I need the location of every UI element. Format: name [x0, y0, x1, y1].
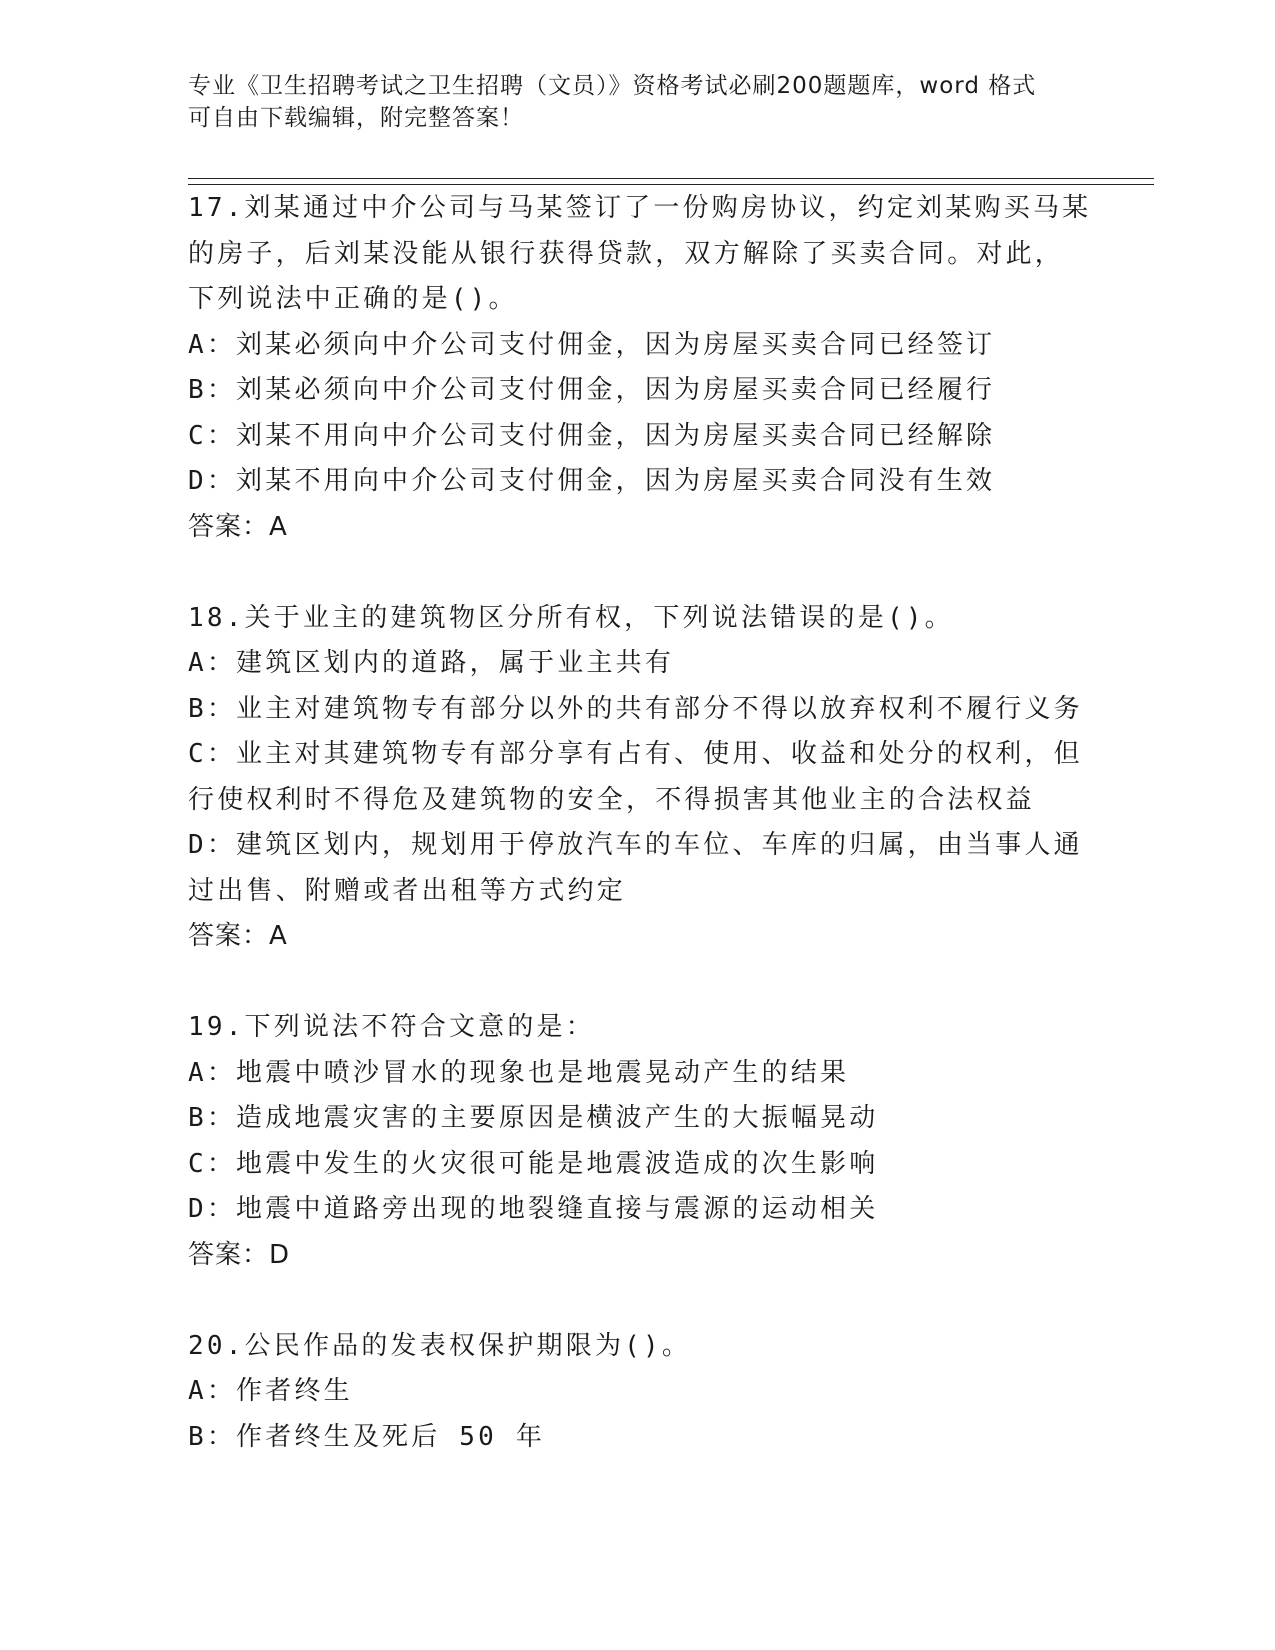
question-list [188, 186, 1092, 1460]
header-line-1: 专业《卫生招聘考试之卫生招聘（文员）》资格考试必刷200题题库，word 格式 [188, 73, 1037, 99]
option-c: C：业主对其建筑物专有部分享有占有、使用、收益和处分的权利，但 [188, 739, 1083, 769]
question-stem-line: 下列说法中正确的是()。 [188, 284, 518, 314]
answer-label: 答案：D [188, 1239, 291, 1270]
option-a: A：作者终生 [188, 1376, 353, 1406]
question-18 [188, 596, 1088, 960]
option-b: B：刘某必须向中介公司支付佣金，因为房屋买卖合同已经履行 [188, 375, 996, 405]
answer-label: 答案：A [188, 921, 288, 951]
option-a: A：建筑区划内的道路，属于业主共有 [188, 648, 675, 678]
question-20 [188, 1324, 1088, 1461]
option-a: A：地震中喷沙冒水的现象也是地震晃动产生的结果 [188, 1057, 850, 1088]
option-d: D：地震中道路旁出现的地裂缝直接与震源的运动相关 [188, 1194, 879, 1224]
option-b: B：造成地震灾害的主要原因是横波产生的大振幅晃动 [188, 1103, 879, 1133]
question-stem-line: 18.关于业主的建筑物区分所有权，下列说法错误的是()。 [188, 602, 954, 633]
question-spacer [188, 1278, 1088, 1324]
header-divider-top [188, 178, 1154, 179]
document-header [188, 70, 1088, 134]
option-c-continued: 行使权利时不得危及建筑物的安全，不得损害其他业主的合法权益 [188, 784, 1035, 815]
question-stem-line: 19.下列说法不符合文意的是： [188, 1012, 595, 1042]
question-stem-line: 的房子，后刘某没能从银行获得贷款，双方解除了买卖合同。对此， [188, 238, 1065, 269]
option-d: D：建筑区划内，规划用于停放汽车的车位、车库的归属，由当事人通 [188, 830, 1083, 860]
option-d: D：刘某不用向中介公司支付佣金，因为房屋买卖合同没有生效 [188, 466, 996, 496]
question-19 [188, 1005, 1088, 1278]
option-d-continued: 过出售、附赠或者出租等方式约定 [188, 875, 627, 906]
question-stem-line: 20.公民作品的发表权保护期限为()。 [188, 1330, 692, 1361]
question-spacer [188, 960, 1088, 1006]
option-b: B：业主对建筑物专有部分以外的共有部分不得以放弃权利不履行义务 [188, 693, 1083, 724]
header-divider-bottom [188, 184, 1154, 185]
question-17 [188, 186, 1092, 550]
option-a: A：刘某必须向中介公司支付佣金，因为房屋买卖合同已经签订 [188, 329, 996, 360]
option-c: C：地震中发生的火灾很可能是地震波造成的次生影响 [188, 1148, 879, 1179]
header-line-2: 可自由下载编辑，附完整答案！ [188, 105, 524, 131]
option-b: B：作者终生及死后 50 年 [188, 1421, 546, 1452]
option-c: C：刘某不用向中介公司支付佣金，因为房屋买卖合同已经解除 [188, 420, 996, 451]
question-stem-line: 17.刘某通过中介公司与马某签订了一份购房协议，约定刘某购买马某 [188, 193, 1092, 223]
question-spacer [188, 550, 1088, 596]
answer-label: 答案：A [188, 511, 288, 542]
